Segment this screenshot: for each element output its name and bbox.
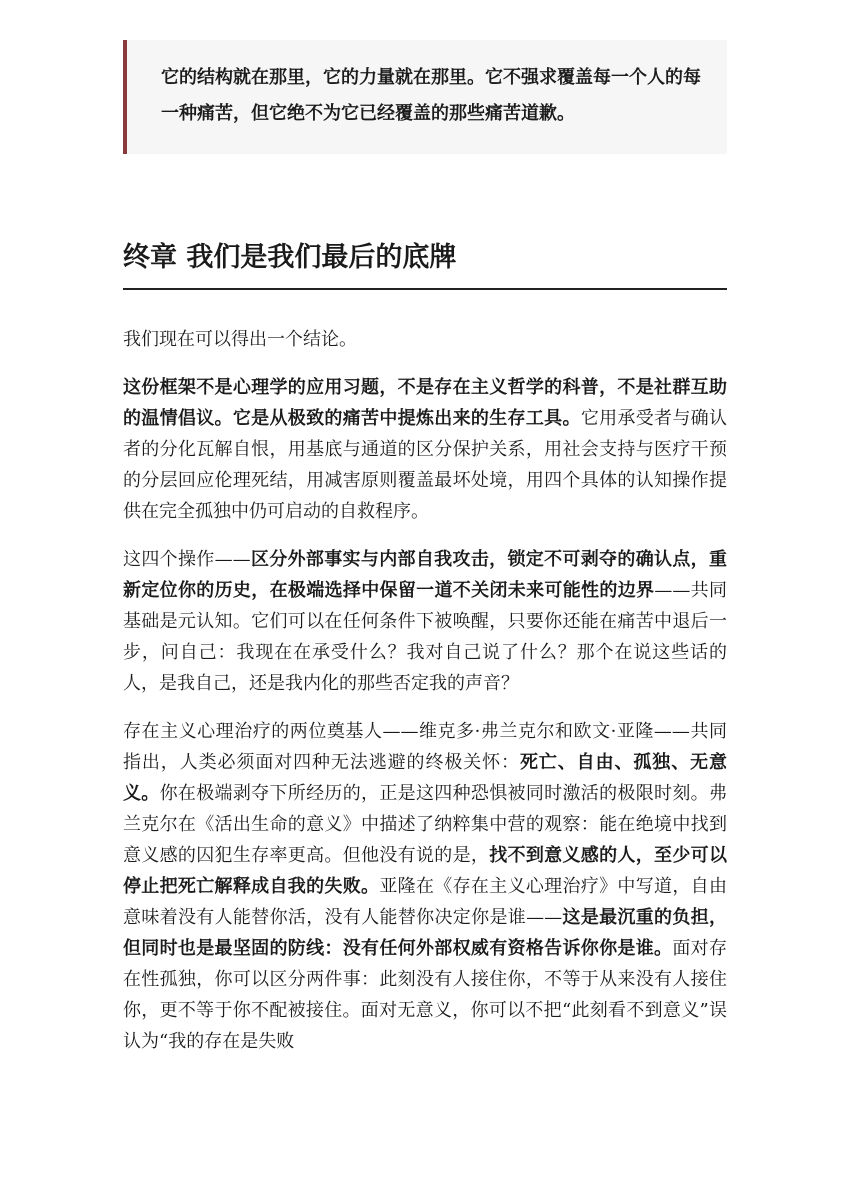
paragraph-text: 它用承受者与确认者的分化瓦解自恨，用基底与通道的区分保护关系，用社会支持与医疗干预的分层回应伦理死结，用减害原则覆盖最坏处境，用四个具体的认知操作提供在完全孤独中仍可启动的自救程序。 <box>123 408 727 522</box>
chapter-title: 终章 我们是我们最后的底牌 <box>123 238 727 290</box>
paragraph-text: 亚隆在《存在主义心理治疗》中写道，自由意味着没有人能替你活，没有人能替你决定你是谁—— <box>123 876 727 928</box>
paragraph-text: 面对存在性孤独，你可以区分两件事：此刻没有人接住你，不等于从来没有人接住你，更不等于你不配被接住。面对无意义，你可以不把“此刻看不到意义”误认为“我的存在是失败 <box>123 938 727 1052</box>
bold-text: 区分外部事实与内部自我攻击，锁定不可剥夺的确认点，重新定位你的历史，在极端选择中保留一道不关闭未来可能性的边界 <box>123 549 728 601</box>
paragraph <box>123 372 727 527</box>
bold-text: 这份框架不是心理学的应用习题，不是存在主义哲学的科普，不是社群互助的温情倡议。它是从极致的痛苦中提炼出来的生存工具。 <box>123 377 727 429</box>
paragraph <box>123 716 727 1057</box>
paragraph-text: ——共同基础是元认知。它们可以在任何条件下被唤醒，只要你还能在痛苦中退后一步，问自己：我现在在承受什么？我对自己说了什么？那个在说这些话的人，是我自己，还是我内化的那些否定我的声音？ <box>123 580 728 694</box>
paragraph-text: 你在极端剥夺下所经历的，正是这四种恐惧被同时激活的极限时刻。弗兰克尔在《活出生命的意义》中描述了纳粹集中营的观察：能在绝境中找到意义感的囚犯生存率更高。但他没有说的是， <box>123 783 727 866</box>
paragraph-text: 这四个操作—— <box>123 549 251 570</box>
paragraph <box>123 544 727 699</box>
bold-text: 找不到意义感的人，至少可以停止把死亡解释成自我的失败。 <box>123 845 727 897</box>
bold-text: 这是最沉重的负担，但同时也是最坚固的防线：没有任何外部权威有资格告诉你你是谁。 <box>123 907 728 959</box>
blockquote <box>123 40 727 154</box>
document-page <box>123 40 727 1057</box>
paragraph-text: 我们现在可以得出一个结论。 <box>123 329 357 350</box>
paragraph <box>123 324 727 355</box>
bold-text: 死亡、自由、孤独、无意义。 <box>123 752 728 804</box>
quote-text: 它的结构就在那里，它的力量就在那里。它不强求覆盖每一个人的每一种痛苦，但它绝不为它已经覆盖的那些痛苦道歉。 <box>161 67 701 124</box>
paragraph-text: 存在主义心理治疗的两位奠基人——维克多·弗兰克尔和欧文·亚隆——共同指出，人类必须面对四种无法逃避的终极关怀： <box>123 721 727 773</box>
